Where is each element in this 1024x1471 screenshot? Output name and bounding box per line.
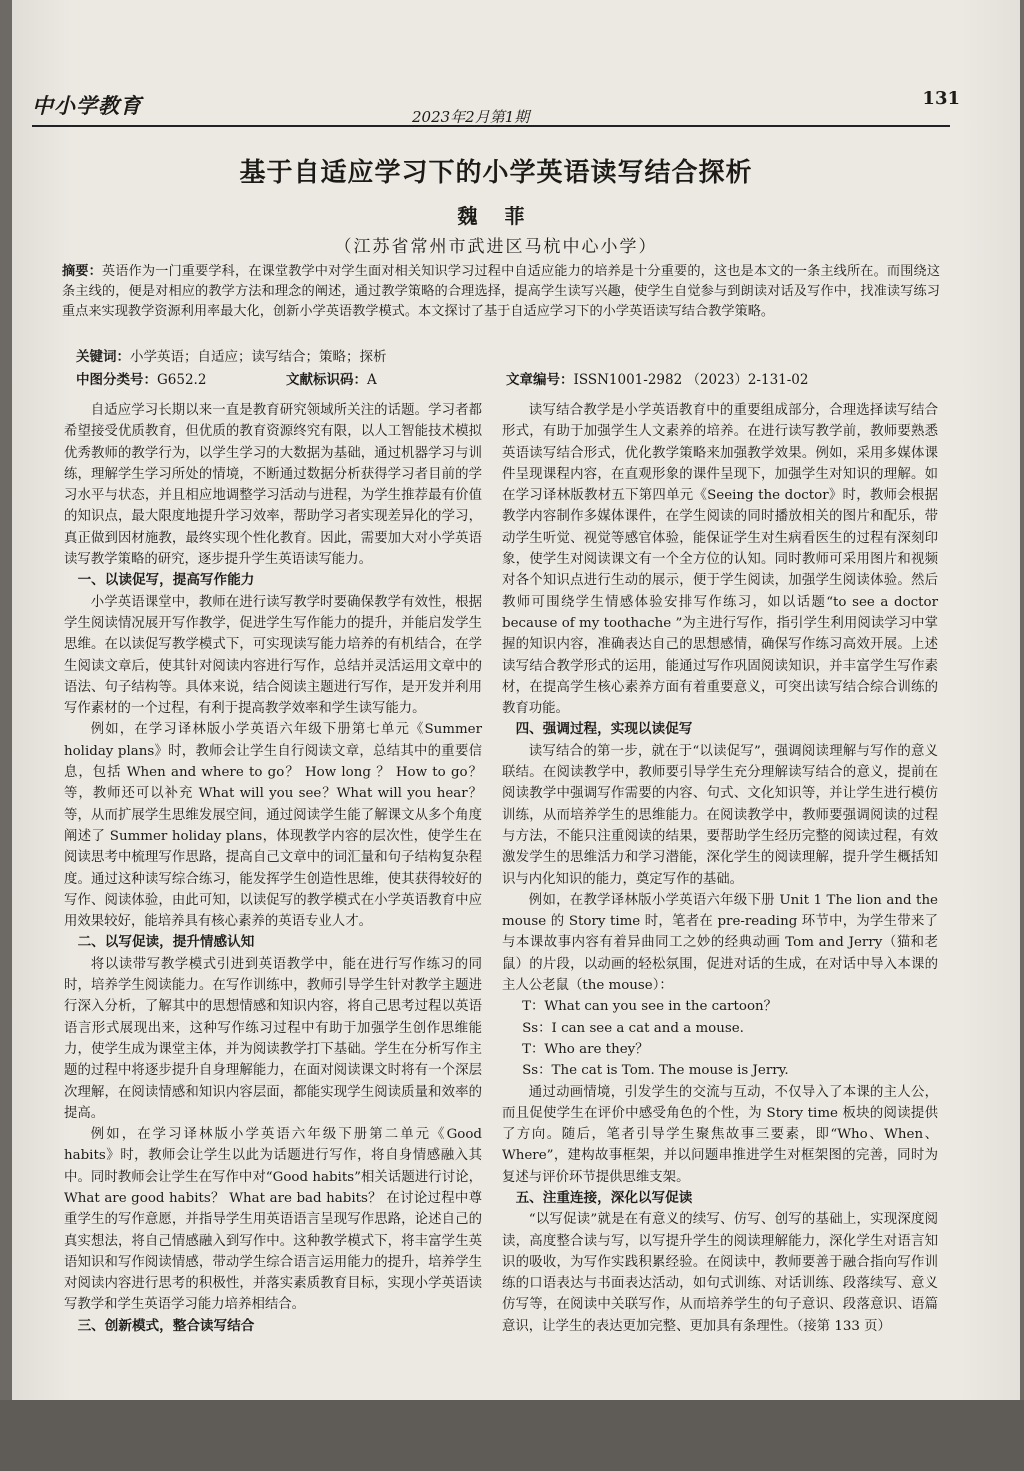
doc-code-label: 文献标识码： xyxy=(286,372,367,388)
section-heading: 五、注重连接，深化以写促读 xyxy=(515,1189,693,1206)
background-surface xyxy=(0,1400,1024,1471)
dialogue-line: T：What can you see in the cartoon？ xyxy=(522,999,778,1015)
doc-code xyxy=(286,368,377,388)
body-column-right xyxy=(502,400,938,1337)
abstract-text: 英语作为一门重要学科，在课堂教学中对学生面对相关知识学习过程中自适应能力的培养是十分重要的，这也是本文的一条主线所在。而围绕这条主线的，便是对相应的教学方法和理念的阐述，通过教学策略的合理选择，提高学生读写兴趣，使学生自觉参与到朗读对话及写作中，找准读写练习重点来实现教学资源利用率最大化，创新小学英语教学模式。本文探讨了基于自适应学习下的小学英语读写结合教学策略。 xyxy=(62,264,941,319)
article-number-label: 文章编号： xyxy=(506,372,574,388)
doc-code-value: A xyxy=(367,372,377,388)
author-affiliation: （江苏省常州市武进区马杭中心小学） xyxy=(334,237,658,257)
dialogue-line: Ss：I can see a cat and a mouse. xyxy=(522,1020,744,1036)
body-paragraph: 例如，在教学译林版小学英语六年级下册 Unit 1 The lion and the mouse 的 Story time 时，笔者在 pre-reading 环节中，为学生带来了与本课故事内容有着异曲同工之妙的经典动画 Tom and Jerry（猫和老鼠）的片段，以动画的轻松氛围，促进对话的生成，在对话中导入本课的主人公老鼠（the mouse）： xyxy=(502,892,938,994)
section-heading: 二、以写促读，提升情感认知 xyxy=(77,934,255,951)
page-number: 131 xyxy=(922,88,960,109)
classification-label: 中图分类号： xyxy=(76,372,157,388)
body-paragraph: 小学英语课堂中，教师在进行读写教学时要确保教学有效性，根据学生阅读情况展开写作教学，促进学生写作能力的提升，并能启发学生思维。在以读促写教学模式下，可实现读写能力培养的有机结合，在学生阅读文章后，使其针对阅读内容进行写作，总结并灵活运用文章中的语法、句子结构等。具体来说，结合阅读主题进行写作，是开发并利用写作素材的一个过程，有利于提高教学效率和学生读写能力。 xyxy=(64,594,482,717)
issue-date: 2023年2月第1期 xyxy=(412,108,530,126)
abstract xyxy=(62,262,940,322)
header-rule xyxy=(32,125,950,127)
keywords-text: 小学英语；自适应；读写结合；策略；探析 xyxy=(130,349,387,365)
abstract-label: 摘要： xyxy=(62,264,102,279)
section-heading: 四、强调过程，实现以读促写 xyxy=(515,721,693,738)
body-paragraph: 例如，在学习译林版小学英语六年级下册第七单元《Summer holiday plans》时，教师会让学生自行阅读文章，总结其中的重要信息，包括 When and where to go？ How long ？ How to go？等，教师还可以补充 What will you see？What will you hear？等，从而扩展学生思维发展空间，通过阅读学生能了解课文从多个角度阐述了 Summer holiday plans，体现教学内容的层次性，使学生在阅读思考中梳理写作思路，提高自己文章中的词汇量和句子结构复杂程度。通过这种读写综合练习，能发挥学生创造性思维，使其获得较好的写作、阅读体验，由此可知，以读促写的教学模式在小学英语教育中应用效果较好，能培养具有核心素养的英语专业人才。 xyxy=(64,722,482,930)
body-paragraph: 自适应学习长期以来一直是教育研究领域所关注的话题。学习者都希望接受优质教育，但优质的教育资源终究有限，以人工智能技术模拟优秀教师的教学行为，以学生学习的大数据为基础，通过机器学习与训练，理解学生学习所处的情境，不断通过数据分析获得学习者目前的学习水平与状态，并且相应地调整学习活动与进程，为学生推荐最有价值的知识点，最大限度地提升学习效率，帮助学习者实现差异化的学习，真正做到因材施教，最终实现个性化教育。因此，需要加大对小学英语读写教学策略的研究，逐步提升学生英语读写能力。 xyxy=(64,403,482,568)
article-number-value: ISSN1001-2982 （2023）2-131-02 xyxy=(573,372,809,388)
body-paragraph: 通过动画情境，引发学生的交流与互动，不仅导入了本课的主人公，而且促使学生在评价中感受角色的个性，为 Story time 板块的阅读提供了方向。随后，笔者引导学生聚焦故事三要素，即“Who、When、Where”，建构故事框架，并以问题串推进学生对框架图的完善，同时为复述与评价环节提供思维支架。 xyxy=(502,1084,938,1185)
article-meta xyxy=(76,368,940,388)
page-header xyxy=(32,88,960,126)
section-heading: 一、以读促写，提高写作能力 xyxy=(77,572,255,589)
body-paragraph: 将以读带写教学模式引进到英语教学中，能在进行写作练习的同时，培养学生阅读能力。在写作训练中，教师引导学生针对教学主题进行深入分析，了解其中的思想情感和知识内容，将自己思考过程以英语语言形式展现出来，这种写作练习过程中有助于加强学生创作思维能力，使学生成为课堂主体，并为阅读教学打下基础。学生在分析写作主题的过程中将逐步提升自身理解能力，在面对阅读课文时将有一个深层次理解，在阅读情感和知识内容层面，都能实现学生阅读质量和效率的提高。 xyxy=(64,956,482,1121)
journal-name: 中小学教育 xyxy=(32,94,142,118)
classification-value: G652.2 xyxy=(157,372,207,388)
article-title: 基于自适应学习下的小学英语读写结合探析 xyxy=(239,158,753,188)
section-heading: 三、创新模式，整合读写结合 xyxy=(77,1317,255,1334)
keywords-label: 关键词： xyxy=(76,349,130,365)
body-column-left xyxy=(64,400,482,1337)
dialogue-line: T：Who are they？ xyxy=(522,1041,649,1057)
article-number xyxy=(506,368,808,388)
body-paragraph: “以写促读”就是在有意义的续写、仿写、创写的基础上，实现深度阅读，高度整合读与写，以写提升学生的阅读理解能力，深化学生对语言知识的吸收，为写作实践积累经验。在阅读中，教师要善于融合指向写作训练的口语表达与书面表达活动，如句式训练、对话训练、段落续写、意义仿写等，在阅读中关联写作，从而培养学生的句子意识、段落意识、语篇意识，让学生的表达更加完整、更加具有条理性。（接第 133 页） xyxy=(502,1212,938,1334)
classification xyxy=(76,368,206,388)
journal-page xyxy=(12,0,1020,1471)
body-paragraph: 读写结合教学是小学英语教育中的重要组成部分，合理选择读写结合形式，有助于加强学生人文素养的培养。在进行读写教学前，教师要熟悉英语读写结合形式，优化教学策略来加强教学效果。例如，采用多媒体课件呈现课程内容，在直观形象的课件呈现下，加强学生对知识的理解。如在学习译林版教材五下第四单元《Seeing the doctor》时，教师会根据教学内容制作多媒体课件，在学生阅读的同时播放相关的图片和配乐，带动学生听觉、视觉等感官体验，能保证学生对生病看医生的过程有深刻印象，使学生对阅读课文有一个全方位的认知。同时教师可采用图片和视频对各个知识点进行生动的展示，便于学生阅读，加强学生阅读体验。然后教师可围绕学生情感体验安排写作练习，如以话题“to see a doctor because of my toothache ”为主进行写作，指引学生利用阅读学习中掌握的知识内容，准确表达自己的思想感情，确保写作练习高效开展。上述读写结合教学形式的运用，能通过写作巩固阅读知识，并丰富学生写作素材，在提高学生核心素养方面有着重要意义，可突出读写结合综合训练的教育功能。 xyxy=(502,403,938,717)
body-paragraph: 读写结合的第一步，就在于“以读促写”，强调阅读理解与写作的意义联结。在阅读教学中，教师要引导学生充分理解读写结合的意义，提前在阅读教学中强调写作需要的内容、句式、文化知识等，并让学生进行模仿训练，从而培养学生的思维能力。在阅读教学中，教师要强调阅读的过程与方法，不能只注重阅读的结果，要帮助学生经历完整的阅读过程，有效激发学生的思维活力和学习潜能，深化学生的阅读理解，提升学生概括知识与内化知识的能力，奠定写作的基础。 xyxy=(502,743,938,887)
dialogue-line: Ss：The cat is Tom. The mouse is Jerry. xyxy=(522,1063,789,1079)
body-paragraph: 例如，在学习译林版小学英语六年级下册第二单元《Good habits》时，教师会让学生以此为话题进行写作，将自身情感融入其中。同时教师会让学生在写作中对“Good habits”相关话题进行讨论，What are good habits？ What are bad habits？ 在讨论过程中尊重学生的写作意愿，并指导学生用英语语言呈现写作思路，论述自己的真实想法，将自己情感融入到写作中。这种教学模式下，将丰富学生英语知识和写作阅读情感，带动学生综合语言运用能力的提升，培养学生对阅读内容进行思考的积极性，并落实素质教育目标，实现小学英语读写教学和学生英语学习能力培养相结合。 xyxy=(64,1127,482,1313)
author-name: 魏 菲 xyxy=(457,204,535,228)
keywords xyxy=(76,345,940,365)
